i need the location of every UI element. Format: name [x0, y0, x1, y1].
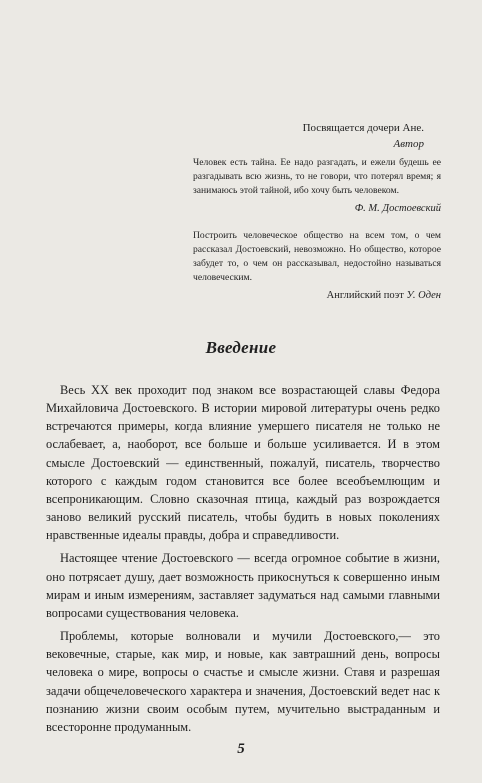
paragraph: Весь XX век проходит под знаком все возрастающей славы Федора Михайловича Достоевского. В истории мировой литературы очень редко встречаются примеры, когда влияние умершего писателя не только не ослабевает, а, наоборот, все больше и больше усиливается. И в этом смысле Достоевский — единственный, пожалуй, писатель, творчество которого с каждым годом становится все более всеобъемлющим и всепроникающим. Словно сказочная птица, каждый раз возрождается заново великий русский писатель, чтобы будить в новых поколениях нравственные идеалы правды, добра и справедливости.: [46, 383, 440, 543]
epigraph-author: [193, 201, 441, 216]
epigraph-author: [193, 288, 441, 303]
dedication-text: Посвящается дочери Ане.: [302, 122, 424, 134]
page-number: 5: [237, 741, 245, 757]
epigraph-author-prefix: Английский поэт: [326, 290, 404, 301]
paragraph: Проблемы, которые волновали и мучили Достоевского,— это вековечные, старые, как мир, и новые, как завтрашний день, вопросы человека о мире, вопросы о счастье и смысле жизни. Ставя и разрешая задачи общечеловеческого характера и значения, Достоевский ведет нас к познанию жизни своим особым путем, мучительно выстраданным и всесторонне продуманным.: [46, 629, 440, 734]
epigraph-dostoevsky: [193, 156, 441, 216]
body-text: [46, 381, 440, 741]
epigraph-auden: [193, 229, 441, 303]
epigraph-author-name: Ф. М. Достоевский: [354, 203, 441, 214]
epigraph-text: Построить человеческое общество на всем том, о чем рассказал Достоевский, невозможно. Но общество, которое забудет то, о чем он рассказывал, недостойно называться человеческим.: [193, 230, 441, 283]
paragraph: Настоящее чтение Достоевского — всегда огромное событие в жизни, оно потрясает душу, дает возможность прикоснуться к совершенно иным мирам и иным измерениям, заставляет задуматься над самыми главными вопросами существования человека.: [46, 551, 440, 620]
chapter-title: Введение: [205, 338, 277, 357]
epigraph-author-name: У. Оден: [406, 290, 441, 301]
dedication-author: Автор: [393, 138, 424, 150]
dedication: [0, 120, 424, 152]
epigraph-text: Человек есть тайна. Ее надо разгадать, и ежели будешь ее разгадывать всю жизнь, то не говори, что потерял время; я занимаюсь этой тайной, ибо хочу быть человеком.: [193, 157, 441, 196]
